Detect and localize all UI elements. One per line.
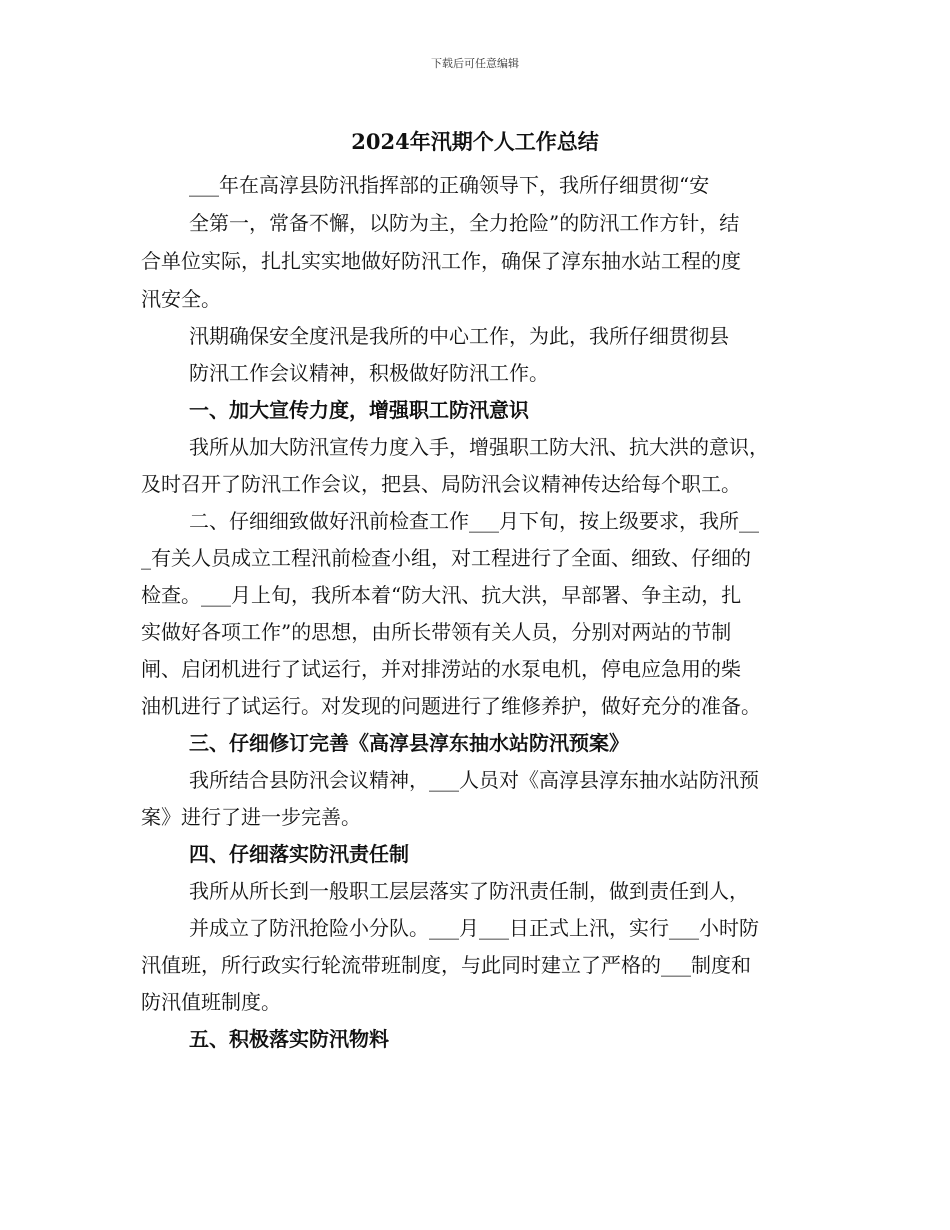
text-line-3: 合单位实际，扎扎实实地做好防汛工作，确保了淳东抽水站工程的度 [141,249,741,273]
section-heading-1: 一、加大宣传力度，增强职工防汛意识 [189,398,529,422]
text-line-21: 并成立了防汛抢险小分队。___月___日正式上汛，实行___小时防 [189,916,759,940]
text-line-2: 全第一，常备不懈，以防为主，全力抢险”的防汛工作方针，结 [189,211,740,235]
text-line-15: 油机进行了试运行。对发现的问题进行了维修养护，做好充分的准备。 [141,694,761,718]
text-line-8: 我所从加大防汛宣传力度入手，增强职工防大汛、抗大洪的意识， [189,435,769,459]
text-line-4: 汛安全。 [141,287,221,311]
text-line-10: 二、仔细细致做好汛前检查工作___月下旬，按上级要求，我所__ [189,509,759,533]
text-line-23: 防汛值班制度。 [141,990,281,1014]
text-line-1: ___年在高淳县防汛指挥部的正确领导下，我所仔细贯彻“安 [189,173,710,197]
text-line-6: 防汛工作会议精神，积极做好防汛工作。 [189,361,549,385]
text-line-5: 汛期确保安全度汛是我所的中心工作，为此，我所仔细贯彻县 [189,324,729,348]
header-note: 下载后可任意编辑 [431,57,519,70]
section-heading-4: 四、仔细落实防汛责任制 [189,842,409,866]
section-heading-5: 五、积极落实防汛物料 [189,1027,389,1051]
text-line-14: 闸、启闭机进行了试运行，并对排涝站的水泵电机，停电应急用的柴 [141,657,741,681]
text-line-18: 案》进行了进一步完善。 [141,805,361,829]
text-line-13: 实做好各项工作”的思想，由所长带领有关人员，分别对两站的节制 [141,620,732,644]
document-title: 2024年汛期个人工作总结 [351,129,599,154]
text-line-17: 我所结合县防汛会议精神，___人员对《高淳县淳东抽水站防汛预 [189,768,759,792]
text-line-12: 检查。___月上旬，我所本着“防大汛、抗大洪，早部署、争主动，扎 [141,583,742,607]
text-line-20: 我所从所长到一般职工层层落实了防汛责任制，做到责任到人， [189,879,749,903]
text-line-11: _有关人员成立工程汛前检查小组，对工程进行了全面、细致、仔细的 [141,546,751,570]
text-line-9: 及时召开了防汛工作会议，把县、局防汛会议精神传达给每个职工。 [141,472,741,496]
text-line-22: 汛值班，所行政实行轮流带班制度，与此同时建立了严格的___制度和 [141,953,751,977]
section-heading-3: 三、仔细修订完善《高淳县淳东抽水站防汛预案》 [189,731,629,755]
